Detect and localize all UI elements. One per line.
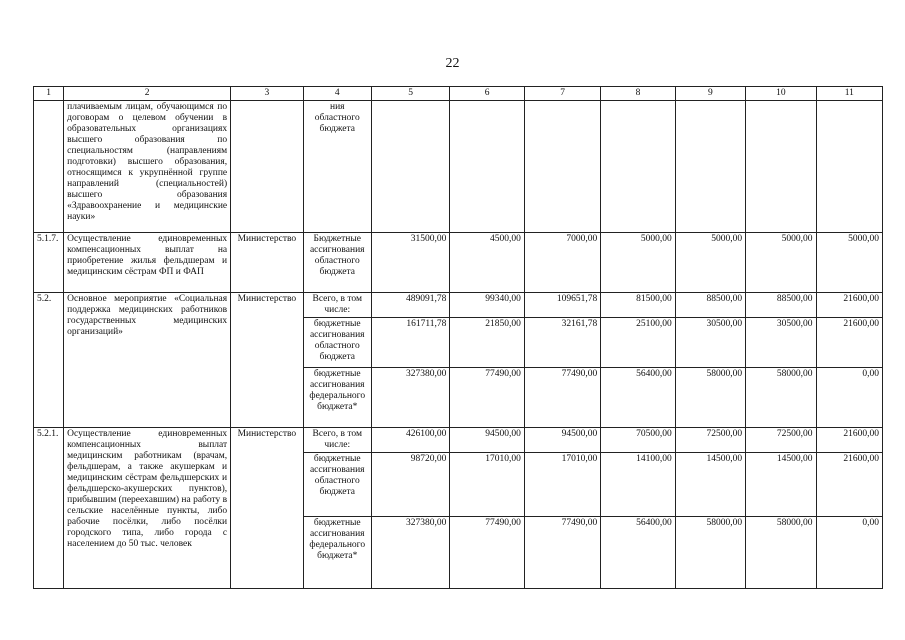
- table-row: [34, 428, 883, 453]
- col-header: 4: [303, 87, 371, 101]
- funding-source: Всего, в том числе:: [303, 428, 371, 453]
- row-description: Осуществление единовременных компенсационных выплат медицинским работникам (врачам, фельдшерам, а также акушеркам и медицинским сёстрам фельдшерских и фельдшерско-акушерских пунктов), прибывшим (переехавшим) на работу в сельские населённые пункты, либо рабочие посёлки, либо посёлки городского типа, либо города с населением до 50 тыс. человек: [64, 428, 231, 589]
- row-number: 5.2.: [34, 293, 64, 428]
- value-cell: 161711,78: [371, 318, 449, 368]
- value-cell: 58000,00: [675, 517, 745, 589]
- row-description: Осуществление единовременных компенсационных выплат на приобретение жилья фельдшерам и медицинским сёстрам ФП и ФАП: [64, 233, 231, 293]
- executor: Министерство: [231, 428, 303, 589]
- value-cell: 21600,00: [816, 318, 882, 368]
- value-cell: 56400,00: [601, 368, 675, 428]
- funding-source: бюджетные ассигнования областного бюджета: [303, 453, 371, 517]
- value-cell: 426100,00: [371, 428, 449, 453]
- value-cell: 72500,00: [746, 428, 816, 453]
- funding-source: ния областного бюджета: [303, 101, 371, 233]
- value-cell: 5000,00: [746, 233, 816, 293]
- value-cell: 21600,00: [816, 293, 882, 318]
- col-header: 9: [675, 87, 745, 101]
- row-number: 5.1.7.: [34, 233, 64, 293]
- value-cell: 72500,00: [675, 428, 745, 453]
- value-cell: 5000,00: [675, 233, 745, 293]
- value-cell: 21600,00: [816, 428, 882, 453]
- value-cell: 14500,00: [746, 453, 816, 517]
- executor: Министерство: [231, 233, 303, 293]
- col-header: 7: [524, 87, 600, 101]
- value-cell: 327380,00: [371, 368, 449, 428]
- value-cell: 327380,00: [371, 517, 449, 589]
- table-row: [34, 233, 883, 293]
- value-cell: 77490,00: [450, 368, 524, 428]
- page-number: 22: [445, 56, 460, 71]
- value-cell: 99340,00: [450, 293, 524, 318]
- col-header: 8: [601, 87, 675, 101]
- value-cell: 94500,00: [450, 428, 524, 453]
- table-row: [34, 293, 883, 318]
- funding-source: бюджетные ассигнования областного бюджета: [303, 318, 371, 368]
- value-cell: 21600,00: [816, 453, 882, 517]
- value-cell: 7000,00: [524, 233, 600, 293]
- value-cell: 17010,00: [450, 453, 524, 517]
- value-cell: 56400,00: [601, 517, 675, 589]
- value-cell: 81500,00: [601, 293, 675, 318]
- col-header: 5: [371, 87, 449, 101]
- col-header: 1: [34, 87, 64, 101]
- funding-source: Бюджетные ассигнования областного бюджета: [303, 233, 371, 293]
- value-cell: 25100,00: [601, 318, 675, 368]
- row-number: 5.2.1.: [34, 428, 64, 589]
- value-cell: 77490,00: [524, 368, 600, 428]
- value-cell: 30500,00: [746, 318, 816, 368]
- value-cell: 14500,00: [675, 453, 745, 517]
- value-cell: 70500,00: [601, 428, 675, 453]
- executor: Министерство: [231, 293, 303, 428]
- row-description: плачиваемым лицам, обучающимся по договорам о целевом обучении в образовательных организациях высшего образования по специальностям (направлениям подготовки) высшего образования, относящимся к укрупнённой группе направлений (специальностей) высшего образования «Здравоохранение и медицинские науки»: [64, 101, 231, 233]
- value-cell: 489091,78: [371, 293, 449, 318]
- value-cell: 21850,00: [450, 318, 524, 368]
- funding-source: бюджетные ассигнования федерального бюджета*: [303, 368, 371, 428]
- funding-source: бюджетные ассигнования федерального бюджета*: [303, 517, 371, 589]
- header-row: [34, 87, 883, 101]
- value-cell: 32161,78: [524, 318, 600, 368]
- value-cell: 5000,00: [816, 233, 882, 293]
- value-cell: 0,00: [816, 517, 882, 589]
- value-cell: 58000,00: [675, 368, 745, 428]
- value-cell: 0,00: [816, 368, 882, 428]
- col-header: 11: [816, 87, 882, 101]
- value-cell: 88500,00: [675, 293, 745, 318]
- col-header: 3: [231, 87, 303, 101]
- col-header: 10: [746, 87, 816, 101]
- value-cell: 109651,78: [524, 293, 600, 318]
- col-header: 6: [450, 87, 524, 101]
- value-cell: 4500,00: [450, 233, 524, 293]
- value-cell: 94500,00: [524, 428, 600, 453]
- value-cell: 77490,00: [450, 517, 524, 589]
- value-cell: 58000,00: [746, 517, 816, 589]
- value-cell: 5000,00: [601, 233, 675, 293]
- value-cell: 98720,00: [371, 453, 449, 517]
- funding-source: Всего, в том числе:: [303, 293, 371, 318]
- value-cell: 77490,00: [524, 517, 600, 589]
- value-cell: 17010,00: [524, 453, 600, 517]
- value-cell: 88500,00: [746, 293, 816, 318]
- value-cell: 58000,00: [746, 368, 816, 428]
- value-cell: 14100,00: [601, 453, 675, 517]
- table-row: [34, 101, 883, 233]
- col-header: 2: [64, 87, 231, 101]
- value-cell: 30500,00: [675, 318, 745, 368]
- value-cell: 31500,00: [371, 233, 449, 293]
- row-description: Основное мероприятие «Социальная поддержка медицинских работников государственных медицинских организаций»: [64, 293, 231, 428]
- program-table: [33, 86, 883, 589]
